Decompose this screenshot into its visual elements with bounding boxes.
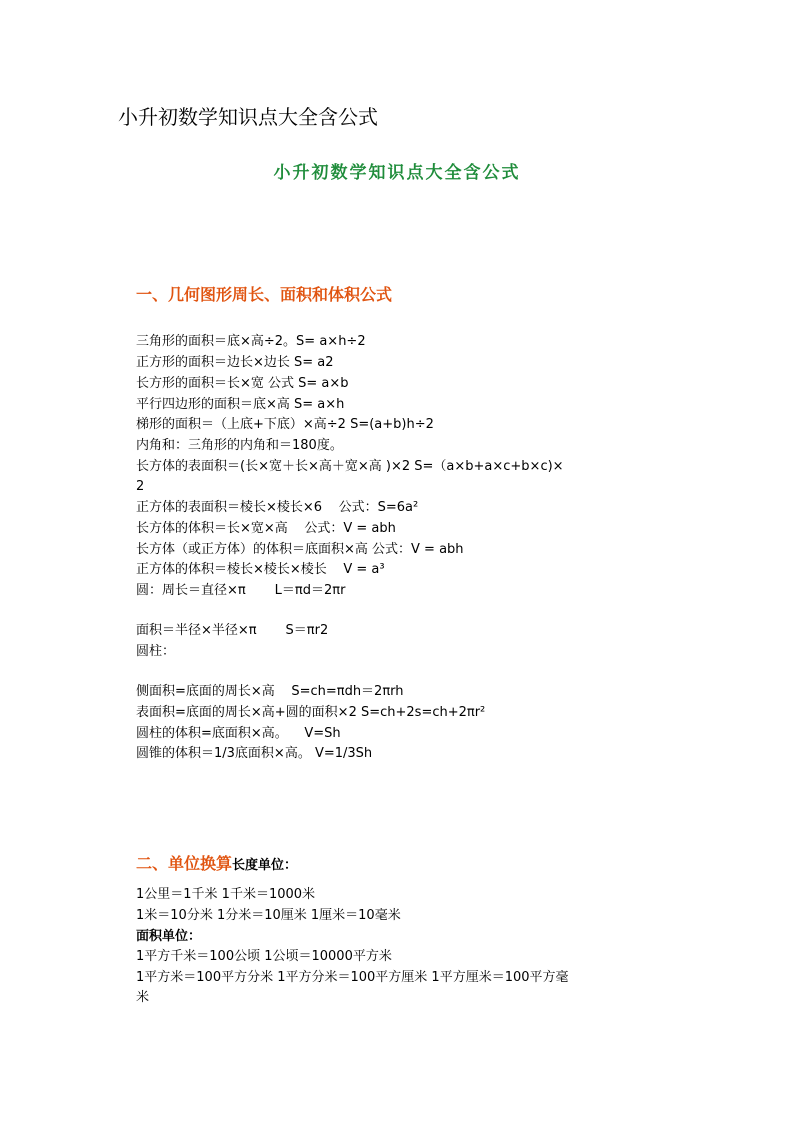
- document-title: 小升初数学知识点大全含公式: [118, 105, 378, 129]
- length-units-label: 长度单位：: [232, 858, 298, 873]
- formula-line: 正方体的体积＝棱长×棱长×棱长 V = a³: [136, 562, 385, 577]
- unit-line: 1平方千米＝100公顷 1公顷＝10000平方米: [136, 949, 392, 964]
- formula-line: 表面积=底面的周长×高+圆的面积×2 S=ch+2s=ch+2πr²: [136, 705, 486, 720]
- formula-line: 2: [136, 479, 145, 494]
- formula-line: 长方体（或正方体）的体积＝底面积×高 公式：V = abh: [136, 542, 464, 557]
- formula-line: 圆柱：: [136, 644, 176, 659]
- unit-line: 1平方米＝100平方分米 1平方分米＝100平方厘米 1平方厘米＝100平方毫: [136, 970, 569, 985]
- formula-line: 内角和：三角形的内角和＝180度。: [136, 438, 343, 453]
- unit-line: 1公里＝1千米 1千米＝1000米: [136, 887, 316, 902]
- formula-line: 侧面积=底面的周长×高 S=ch=πdh＝2πrh: [136, 684, 404, 699]
- section-1-heading: 一、几何图形周长、面积和体积公式: [136, 285, 393, 304]
- section-2-heading: [136, 853, 297, 877]
- section-2-title: 二、单位换算: [136, 854, 233, 873]
- formula-line: 圆锥的体积＝1/3底面积×高。 V=1/3Sh: [136, 746, 373, 761]
- formula-line: 三角形的面积＝底×高÷2。S= a×h÷2: [136, 334, 366, 349]
- formula-line: 面积＝半径×半径×π S＝πr2: [136, 623, 329, 638]
- formula-line: 正方体的表面积＝棱长×棱长×6 公式：S=6a²: [136, 500, 419, 515]
- formula-line: 长方体的表面积＝(长×宽＋长×高＋宽×高 )×2 S=（a×b+a×c+b×c)×: [136, 459, 564, 474]
- formula-line: 长方形的面积＝长×宽 公式 S= a×b: [136, 376, 349, 391]
- unit-line: 米: [136, 990, 150, 1005]
- formula-line: 正方形的面积＝边长×边长 S= a2: [136, 355, 334, 370]
- document-subtitle: 小升初数学知识点大全含公式: [273, 163, 521, 183]
- formula-line: 长方体的体积＝长×宽×高 公式：V = abh: [136, 521, 396, 536]
- unit-line: 1米＝10分米 1分米＝10厘米 1厘米＝10毫米: [136, 908, 401, 923]
- formula-line: 梯形的面积＝（上底+下底）×高÷2 S=(a+b)h÷2: [136, 417, 434, 432]
- area-units-label: 面积单位：: [136, 929, 202, 944]
- formula-line: 圆柱的体积=底面积×高。 V=Sh: [136, 726, 341, 741]
- formula-line: 圆：周长＝直径×π L＝πd＝2πr: [136, 583, 346, 598]
- formula-line: 平行四边形的面积＝底×高 S= a×h: [136, 397, 345, 412]
